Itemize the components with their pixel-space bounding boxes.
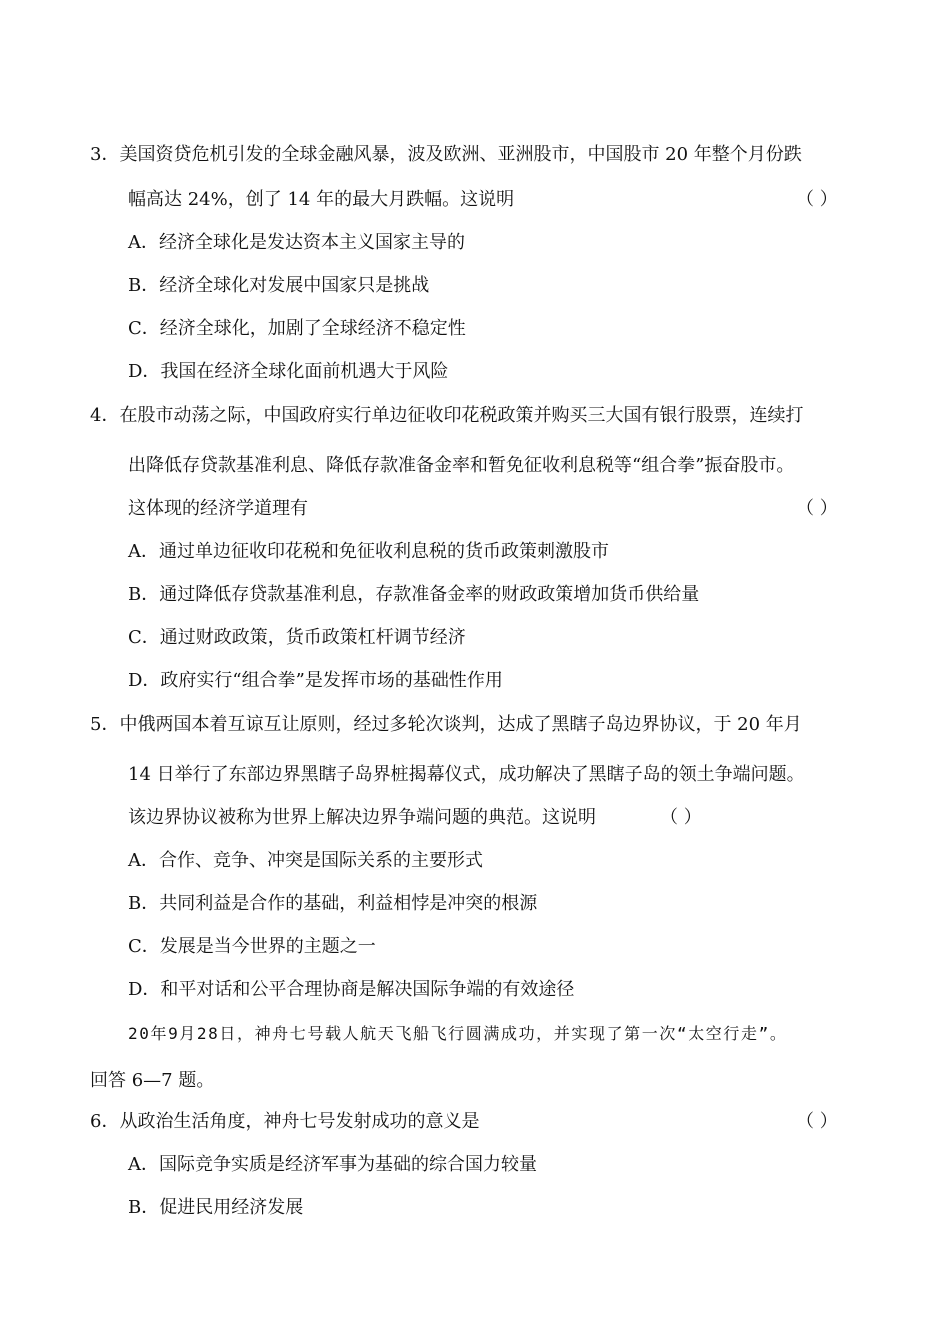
question-5-line3: 该边界协议被称为世界上解决边界争端问题的典范。这说明: [128, 807, 596, 828]
question-3-line2: 幅高达 24%，创了 14 年的最大月跌幅。这说明: [128, 189, 515, 210]
option-b: B．促进民用经济发展: [128, 1197, 304, 1218]
answer-paren: （ ）: [796, 1111, 838, 1132]
answer-paren: （ ）: [796, 189, 838, 210]
option-a: A．国际竞争实质是经济军事为基础的综合国力较量: [128, 1154, 537, 1175]
option-b: B．通过降低存贷款基准利息，存款准备金率的财政政策增加货币供给量: [128, 584, 700, 605]
option-c: C．发展是当今世界的主题之一: [128, 936, 376, 957]
option-a: A．经济全球化是发达资本主义国家主导的: [128, 232, 465, 253]
option-c: C．经济全球化，加剧了全球经济不稳定性: [128, 318, 466, 339]
answer-paren: （ ）: [660, 807, 702, 828]
question-4-line1: 4．在股市动荡之际，中国政府实行单边征收印花税政策并购买三大国有银行股票，连续打: [90, 405, 804, 426]
option-d: D．政府实行“组合拳”是发挥市场的基础性作用: [128, 670, 503, 691]
answer-paren: （ ）: [796, 498, 838, 519]
question-4-line3: 这体现的经济学道理有: [128, 498, 308, 519]
question-5-line2: 14 日举行了东部边界黑瞎子岛界桩揭幕仪式，成功解决了黑瞎子岛的领土争端问题。: [128, 764, 805, 785]
intro-line2: 回答 6—7 题。: [90, 1070, 215, 1091]
option-a: A．合作、竞争、冲突是国际关系的主要形式: [128, 850, 483, 871]
option-d: D．和平对话和公平合理协商是解决国际争端的有效途径: [128, 979, 575, 1000]
option-c: C．通过财政政策，货币政策杠杆调节经济: [128, 627, 466, 648]
intro-line1: 20年9月28日，神舟七号载人航天飞船飞行圆满成功，并实现了第一次“太空行走”。: [128, 1024, 788, 1043]
question-5-line1: 5．中俄两国本着互谅互让原则，经过多轮次谈判，达成了黑瞎子岛边界协议，于 20 年月: [90, 714, 802, 735]
question-3-line1: 3．美国资贷危机引发的全球金融风暴，波及欧洲、亚洲股市，中国股市 20 年整个月份跌: [90, 144, 802, 165]
question-4-line2: 出降低存贷款基准利息、降低存款准备金率和暂免征收利息税等“组合拳”振奋股市。: [128, 455, 795, 476]
question-6-line1: 6．从政治生活角度，神舟七号发射成功的意义是: [90, 1111, 480, 1132]
option-a: A．通过单边征收印花税和免征收利息税的货币政策刺激股市: [128, 541, 609, 562]
option-d: D．我国在经济全球化面前机遇大于风险: [128, 361, 449, 382]
option-b: B．经济全球化对发展中国家只是挑战: [128, 275, 430, 296]
option-b: B．共同利益是合作的基础，利益相悖是冲突的根源: [128, 893, 538, 914]
